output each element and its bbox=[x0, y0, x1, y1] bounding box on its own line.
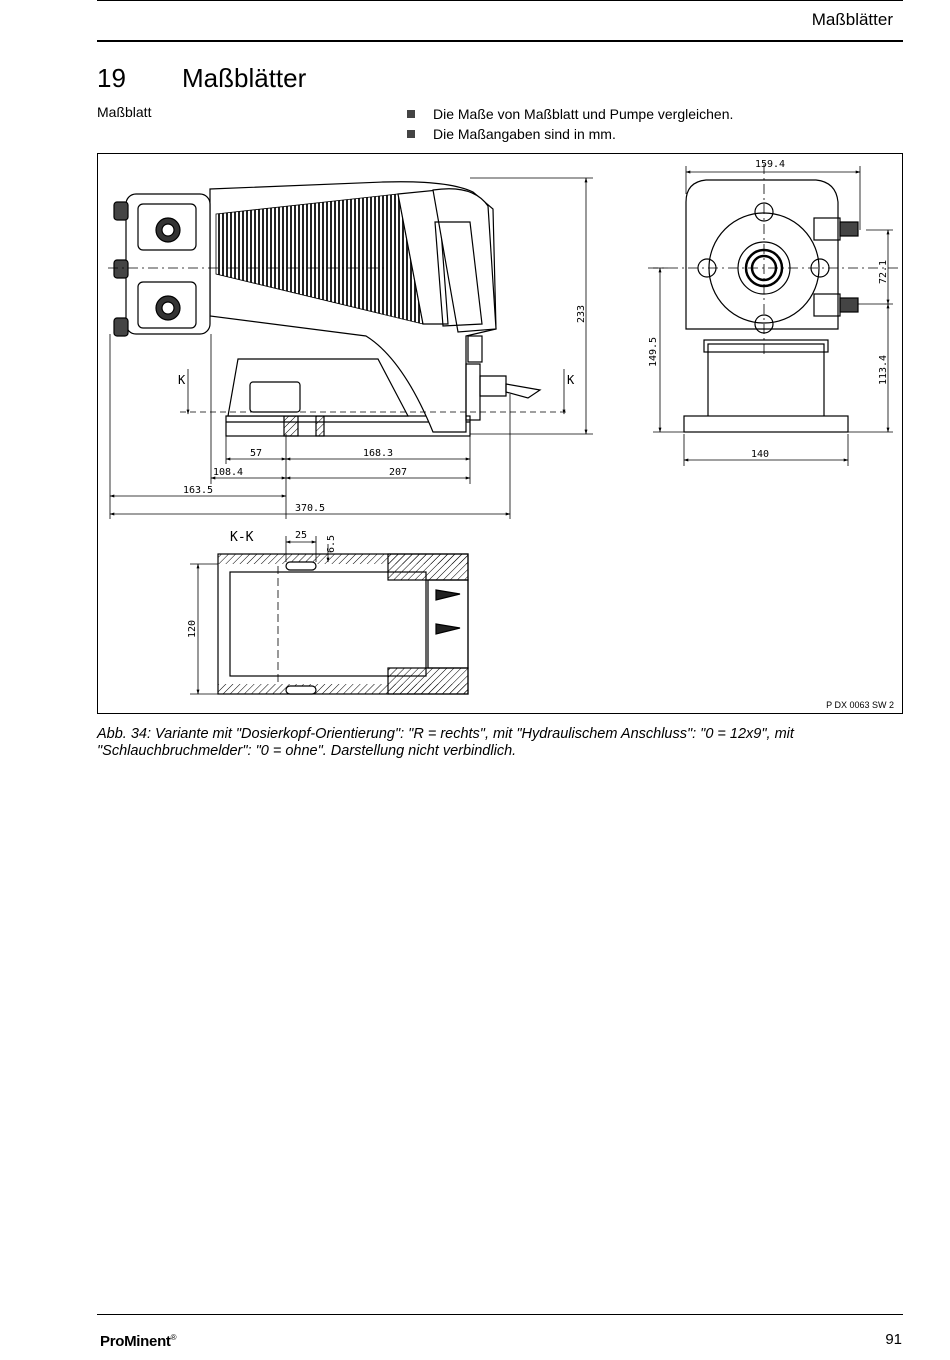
list-item bbox=[405, 124, 733, 144]
section-label: K-K bbox=[230, 530, 254, 545]
dimension-370-5: 370.5 bbox=[294, 503, 326, 514]
chapter-number: 19 bbox=[97, 63, 126, 93]
cut-marker-right: K bbox=[567, 373, 575, 387]
list-item-text: Die Maßangaben sind in mm. bbox=[433, 126, 616, 142]
dimension-140: 140 bbox=[750, 449, 770, 460]
instruction-list bbox=[405, 104, 733, 144]
page-number: 91 bbox=[885, 1331, 902, 1348]
brand-logo-text: ProMinent bbox=[100, 1333, 171, 1350]
dimension-168-3: 168.3 bbox=[362, 448, 394, 459]
header-top-rule bbox=[97, 0, 903, 1]
dimension-25: 25 bbox=[294, 530, 308, 541]
section-view bbox=[218, 554, 468, 694]
front-view bbox=[648, 164, 898, 432]
figure-code: P DX 0063 SW 2 bbox=[826, 700, 894, 710]
header-rule bbox=[97, 40, 903, 42]
drawing-canvas bbox=[98, 154, 902, 713]
dimension-207: 207 bbox=[388, 467, 408, 478]
chapter-title: Maßblätter bbox=[182, 63, 307, 93]
running-header-title: Maßblätter bbox=[811, 10, 893, 29]
dimension-113-4: 113.4 bbox=[878, 354, 889, 386]
dimension-108-4: 108.4 bbox=[212, 467, 244, 478]
side-label: Maßblatt bbox=[97, 104, 152, 120]
dimension-6-5: 6.5 bbox=[326, 534, 337, 554]
dimension-233: 233 bbox=[576, 304, 587, 324]
dimension-159-4: 159.4 bbox=[754, 159, 786, 170]
brand-logo bbox=[100, 1333, 176, 1350]
list-item-text: Die Maße von Maßblatt und Pumpe vergleichen. bbox=[433, 106, 734, 122]
bullet-square-icon bbox=[407, 130, 415, 138]
cut-marker-left: K bbox=[178, 373, 186, 387]
bullet-square-icon bbox=[407, 110, 415, 118]
footer-rule bbox=[97, 1314, 903, 1315]
dimension-163-5: 163.5 bbox=[182, 485, 214, 496]
dimension-drawing bbox=[97, 153, 903, 714]
registered-mark: ® bbox=[170, 1333, 177, 1342]
side-view bbox=[108, 182, 540, 436]
dimension-149-5: 149.5 bbox=[648, 336, 659, 368]
dimension-72-1: 72.1 bbox=[878, 259, 889, 285]
dimension-120: 120 bbox=[187, 619, 198, 639]
dimension-57: 57 bbox=[249, 448, 263, 459]
figure-caption: Abb. 34: Variante mit "Dosierkopf-Orientierung": "R = rechts", mit "Hydraulischem Anschluss": "0 = 12x9", mit "Schlauchbruchmelder": "0 = ohne". Darstellung nicht verbindlich. bbox=[97, 726, 794, 759]
list-item bbox=[405, 104, 733, 124]
